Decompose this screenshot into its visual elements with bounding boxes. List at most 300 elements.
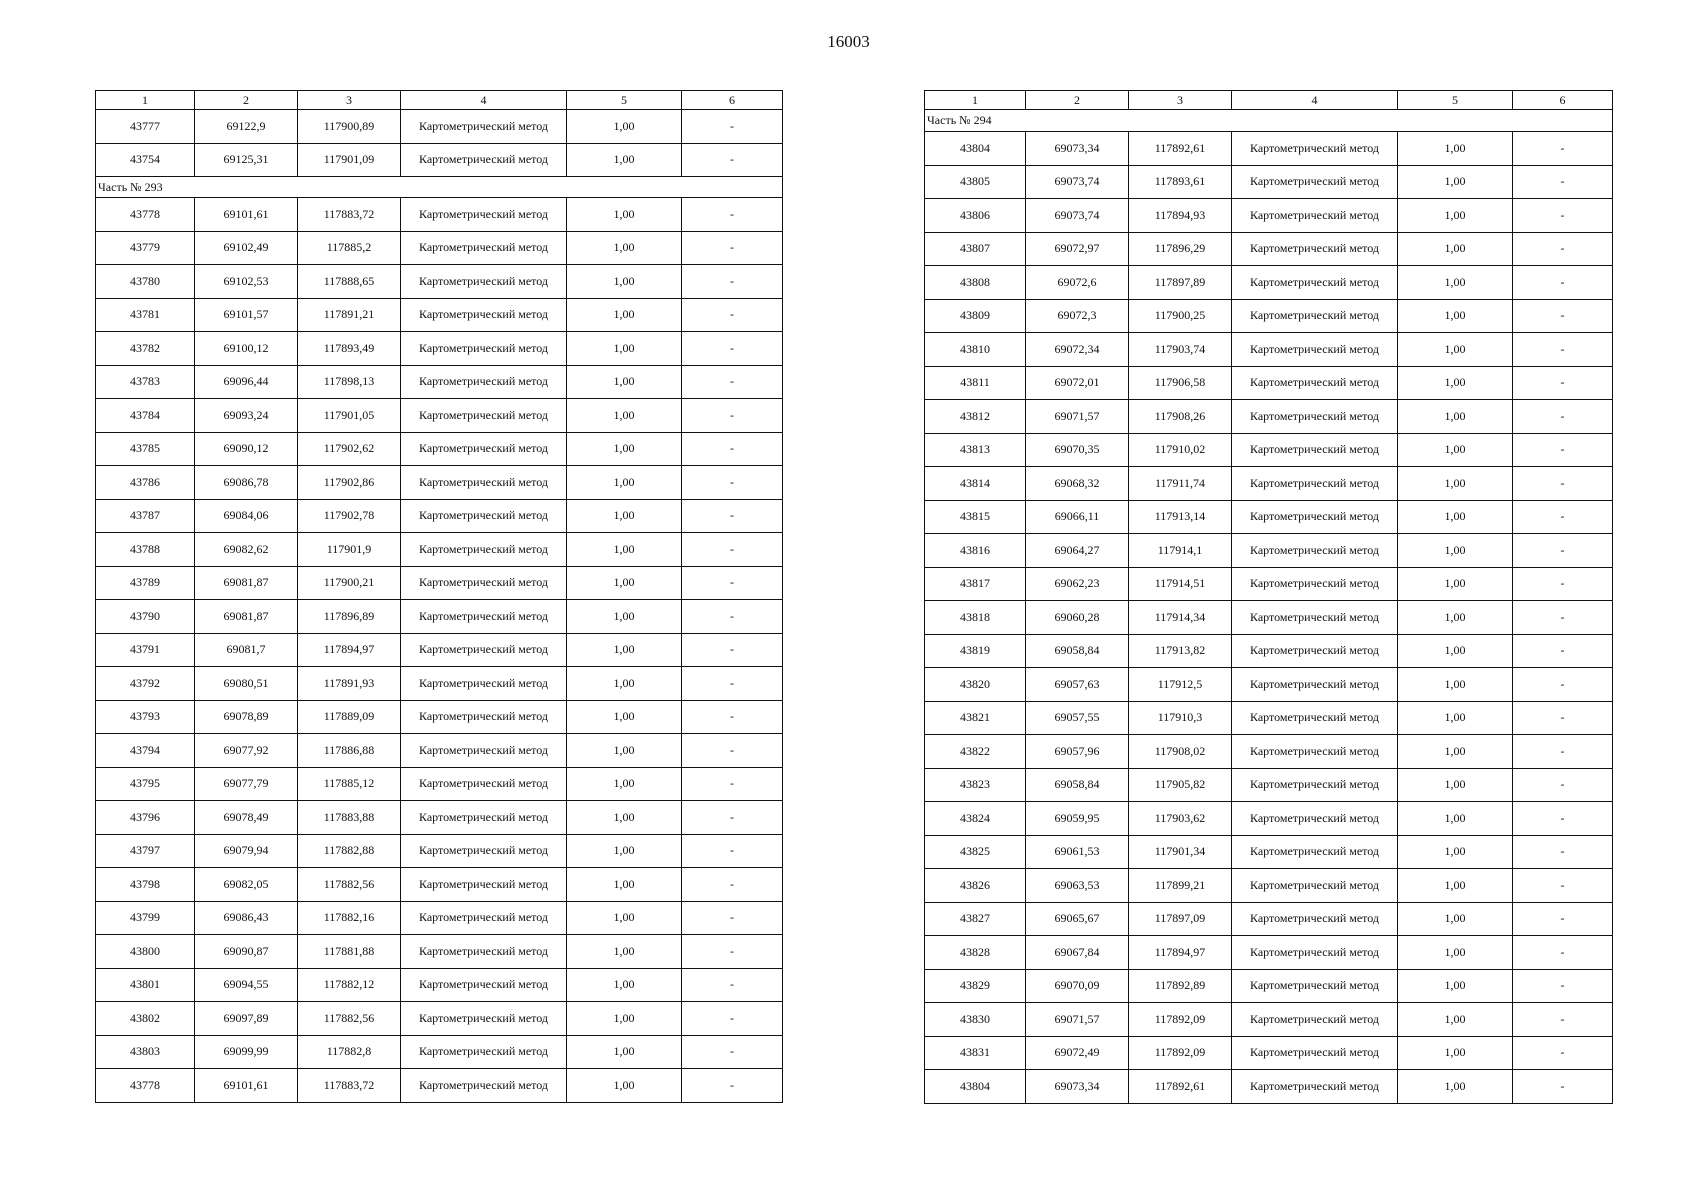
description-cell: -: [682, 365, 783, 399]
point-number-cell: 43796: [96, 801, 195, 835]
method-cell: Картометрический метод: [1232, 936, 1398, 970]
table-row: [96, 566, 783, 600]
column-header-1: 1: [925, 91, 1026, 110]
table-row: [96, 298, 783, 332]
x-coordinate-cell: 69077,92: [195, 734, 298, 768]
accuracy-cell: 1,00: [567, 734, 682, 768]
accuracy-cell: 1,00: [1398, 668, 1513, 702]
accuracy-cell: 1,00: [567, 667, 682, 701]
method-cell: Картометрический метод: [401, 633, 567, 667]
column-header-5: 5: [1398, 91, 1513, 110]
point-number-cell: 43824: [925, 802, 1026, 836]
y-coordinate-cell: 117894,97: [298, 633, 401, 667]
description-cell: -: [1513, 567, 1613, 601]
accuracy-cell: 1,00: [1398, 232, 1513, 266]
point-number-cell: 43780: [96, 265, 195, 299]
point-number-cell: 43792: [96, 667, 195, 701]
point-number-cell: 43798: [96, 868, 195, 902]
x-coordinate-cell: 69072,49: [1026, 1036, 1129, 1070]
table-row: [925, 1070, 1613, 1104]
y-coordinate-cell: 117882,12: [298, 968, 401, 1002]
description-cell: -: [1513, 132, 1613, 166]
x-coordinate-cell: 69072,97: [1026, 232, 1129, 266]
method-cell: Картометрический метод: [401, 499, 567, 533]
description-cell: -: [1513, 333, 1613, 367]
method-cell: Картометрический метод: [401, 801, 567, 835]
x-coordinate-cell: 69073,74: [1026, 165, 1129, 199]
y-coordinate-cell: 117897,89: [1129, 266, 1232, 300]
table-row: [925, 668, 1613, 702]
point-number-cell: 43822: [925, 735, 1026, 769]
x-coordinate-cell: 69082,05: [195, 868, 298, 902]
table-header-row: [925, 91, 1613, 110]
description-cell: -: [1513, 601, 1613, 635]
table-row: [96, 499, 783, 533]
accuracy-cell: 1,00: [567, 399, 682, 433]
table-row: [925, 601, 1613, 635]
accuracy-cell: 1,00: [1398, 567, 1513, 601]
x-coordinate-cell: 69072,34: [1026, 333, 1129, 367]
point-number-cell: 43804: [925, 132, 1026, 166]
table-row: [925, 333, 1613, 367]
y-coordinate-cell: 117902,86: [298, 466, 401, 500]
y-coordinate-cell: 117891,93: [298, 667, 401, 701]
y-coordinate-cell: 117894,93: [1129, 199, 1232, 233]
accuracy-cell: 1,00: [567, 600, 682, 634]
x-coordinate-cell: 69122,9: [195, 110, 298, 144]
column-header-5: 5: [567, 91, 682, 110]
y-coordinate-cell: 117900,21: [298, 566, 401, 600]
description-cell: -: [1513, 500, 1613, 534]
point-number-cell: 43785: [96, 432, 195, 466]
y-coordinate-cell: 117899,21: [1129, 869, 1232, 903]
accuracy-cell: 1,00: [567, 265, 682, 299]
table-row: [925, 835, 1613, 869]
description-cell: -: [1513, 299, 1613, 333]
y-coordinate-cell: 117882,16: [298, 901, 401, 935]
description-cell: -: [682, 143, 783, 177]
point-number-cell: 43782: [96, 332, 195, 366]
point-number-cell: 43815: [925, 500, 1026, 534]
y-coordinate-cell: 117908,26: [1129, 400, 1232, 434]
point-number-cell: 43807: [925, 232, 1026, 266]
x-coordinate-cell: 69081,87: [195, 600, 298, 634]
description-cell: -: [682, 801, 783, 835]
y-coordinate-cell: 117914,34: [1129, 601, 1232, 635]
description-cell: -: [682, 198, 783, 232]
accuracy-cell: 1,00: [1398, 869, 1513, 903]
table-row: [925, 802, 1613, 836]
y-coordinate-cell: 117910,02: [1129, 433, 1232, 467]
table-row: [925, 936, 1613, 970]
section-heading: Часть № 294: [925, 110, 1613, 132]
accuracy-cell: 1,00: [1398, 1003, 1513, 1037]
table-row: [925, 366, 1613, 400]
method-cell: Картометрический метод: [1232, 165, 1398, 199]
y-coordinate-cell: 117892,61: [1129, 132, 1232, 166]
method-cell: Картометрический метод: [1232, 802, 1398, 836]
accuracy-cell: 1,00: [567, 231, 682, 265]
description-cell: -: [682, 533, 783, 567]
method-cell: Картометрический метод: [1232, 1003, 1398, 1037]
method-cell: Картометрический метод: [401, 231, 567, 265]
point-number-cell: 43806: [925, 199, 1026, 233]
method-cell: Картометрический метод: [401, 1035, 567, 1069]
x-coordinate-cell: 69082,62: [195, 533, 298, 567]
description-cell: -: [1513, 1070, 1613, 1104]
point-number-cell: 43825: [925, 835, 1026, 869]
page-number: 16003: [827, 32, 870, 51]
x-coordinate-cell: 69101,61: [195, 198, 298, 232]
y-coordinate-cell: 117912,5: [1129, 668, 1232, 702]
accuracy-cell: 1,00: [1398, 936, 1513, 970]
method-cell: Картометрический метод: [1232, 634, 1398, 668]
x-coordinate-cell: 69079,94: [195, 834, 298, 868]
point-number-cell: 43828: [925, 936, 1026, 970]
method-cell: Картометрический метод: [1232, 433, 1398, 467]
method-cell: Картометрический метод: [401, 868, 567, 902]
x-coordinate-cell: 69062,23: [1026, 567, 1129, 601]
description-cell: -: [1513, 902, 1613, 936]
description-cell: -: [1513, 936, 1613, 970]
accuracy-cell: 1,00: [1398, 266, 1513, 300]
table-row: [925, 132, 1613, 166]
table-row: [925, 299, 1613, 333]
method-cell: Картометрический метод: [401, 432, 567, 466]
y-coordinate-cell: 117893,49: [298, 332, 401, 366]
point-number-cell: 43789: [96, 566, 195, 600]
x-coordinate-cell: 69078,89: [195, 700, 298, 734]
x-coordinate-cell: 69086,43: [195, 901, 298, 935]
point-number-cell: 43797: [96, 834, 195, 868]
table-row: [925, 634, 1613, 668]
description-cell: -: [682, 499, 783, 533]
x-coordinate-cell: 69096,44: [195, 365, 298, 399]
table-row: [925, 500, 1613, 534]
accuracy-cell: 1,00: [1398, 802, 1513, 836]
x-coordinate-cell: 69073,34: [1026, 132, 1129, 166]
x-coordinate-cell: 69063,53: [1026, 869, 1129, 903]
method-cell: Картометрический метод: [401, 399, 567, 433]
point-number-cell: 43811: [925, 366, 1026, 400]
accuracy-cell: 1,00: [1398, 299, 1513, 333]
point-number-cell: 43777: [96, 110, 195, 144]
method-cell: Картометрический метод: [401, 901, 567, 935]
accuracy-cell: 1,00: [1398, 601, 1513, 635]
point-number-cell: 43799: [96, 901, 195, 935]
accuracy-cell: 1,00: [567, 365, 682, 399]
x-coordinate-cell: 69084,06: [195, 499, 298, 533]
table-row: [96, 365, 783, 399]
accuracy-cell: 1,00: [567, 1069, 682, 1103]
point-number-cell: 43808: [925, 266, 1026, 300]
y-coordinate-cell: 117903,74: [1129, 333, 1232, 367]
table-header-row: [96, 91, 783, 110]
description-cell: -: [682, 298, 783, 332]
table-row: [96, 901, 783, 935]
x-coordinate-cell: 69073,34: [1026, 1070, 1129, 1104]
table-row: [96, 600, 783, 634]
table-row: [925, 534, 1613, 568]
x-coordinate-cell: 69071,57: [1026, 1003, 1129, 1037]
accuracy-cell: 1,00: [1398, 132, 1513, 166]
x-coordinate-cell: 69100,12: [195, 332, 298, 366]
y-coordinate-cell: 117901,34: [1129, 835, 1232, 869]
table-row: [96, 667, 783, 701]
description-cell: -: [682, 265, 783, 299]
table-row: [96, 198, 783, 232]
method-cell: Картометрический метод: [1232, 266, 1398, 300]
description-cell: -: [682, 399, 783, 433]
accuracy-cell: 1,00: [567, 499, 682, 533]
table-row: [925, 400, 1613, 434]
description-cell: -: [1513, 366, 1613, 400]
y-coordinate-cell: 117883,72: [298, 1069, 401, 1103]
accuracy-cell: 1,00: [1398, 433, 1513, 467]
point-number-cell: 43784: [96, 399, 195, 433]
x-coordinate-cell: 69094,55: [195, 968, 298, 1002]
column-header-3: 3: [298, 91, 401, 110]
description-cell: -: [682, 466, 783, 500]
table-row: [96, 466, 783, 500]
point-number-cell: 43819: [925, 634, 1026, 668]
method-cell: Картометрический метод: [1232, 668, 1398, 702]
accuracy-cell: 1,00: [567, 868, 682, 902]
column-header-4: 4: [1232, 91, 1398, 110]
y-coordinate-cell: 117914,51: [1129, 567, 1232, 601]
description-cell: -: [1513, 1003, 1613, 1037]
method-cell: Картометрический метод: [1232, 701, 1398, 735]
y-coordinate-cell: 117914,1: [1129, 534, 1232, 568]
method-cell: Картометрический метод: [401, 968, 567, 1002]
y-coordinate-cell: 117910,3: [1129, 701, 1232, 735]
table-row: [96, 633, 783, 667]
description-cell: -: [1513, 165, 1613, 199]
method-cell: Картометрический метод: [1232, 534, 1398, 568]
table-row: [96, 767, 783, 801]
point-number-cell: 43795: [96, 767, 195, 801]
description-cell: -: [682, 968, 783, 1002]
x-coordinate-cell: 69071,57: [1026, 400, 1129, 434]
x-coordinate-cell: 69067,84: [1026, 936, 1129, 970]
y-coordinate-cell: 117896,29: [1129, 232, 1232, 266]
accuracy-cell: 1,00: [567, 110, 682, 144]
table-row: [96, 432, 783, 466]
y-coordinate-cell: 117905,82: [1129, 768, 1232, 802]
accuracy-cell: 1,00: [1398, 634, 1513, 668]
point-number-cell: 43800: [96, 935, 195, 969]
column-header-3: 3: [1129, 91, 1232, 110]
y-coordinate-cell: 117882,56: [298, 1002, 401, 1036]
x-coordinate-cell: 69068,32: [1026, 467, 1129, 501]
column-header-6: 6: [1513, 91, 1613, 110]
point-number-cell: 43802: [96, 1002, 195, 1036]
method-cell: Картометрический метод: [401, 734, 567, 768]
description-cell: -: [682, 566, 783, 600]
point-number-cell: 43809: [925, 299, 1026, 333]
description-cell: -: [682, 734, 783, 768]
table-row: [925, 165, 1613, 199]
table-row: [925, 969, 1613, 1003]
y-coordinate-cell: 117888,65: [298, 265, 401, 299]
method-cell: Картометрический метод: [401, 298, 567, 332]
y-coordinate-cell: 117882,8: [298, 1035, 401, 1069]
accuracy-cell: 1,00: [567, 198, 682, 232]
point-number-cell: 43812: [925, 400, 1026, 434]
method-cell: Картометрический метод: [401, 667, 567, 701]
point-number-cell: 43779: [96, 231, 195, 265]
method-cell: Картометрический метод: [401, 110, 567, 144]
table-row: [925, 1003, 1613, 1037]
method-cell: Картометрический метод: [1232, 969, 1398, 1003]
accuracy-cell: 1,00: [1398, 768, 1513, 802]
description-cell: -: [682, 700, 783, 734]
table-row: [96, 533, 783, 567]
table-row: [96, 968, 783, 1002]
point-number-cell: 43814: [925, 467, 1026, 501]
point-number-cell: 43804: [925, 1070, 1026, 1104]
point-number-cell: 43778: [96, 1069, 195, 1103]
y-coordinate-cell: 117881,88: [298, 935, 401, 969]
method-cell: Картометрический метод: [1232, 199, 1398, 233]
point-number-cell: 43791: [96, 633, 195, 667]
description-cell: -: [1513, 400, 1613, 434]
y-coordinate-cell: 117913,82: [1129, 634, 1232, 668]
y-coordinate-cell: 117885,2: [298, 231, 401, 265]
method-cell: Картометрический метод: [1232, 132, 1398, 166]
coordinates-table-left: [95, 90, 783, 1103]
y-coordinate-cell: 117892,09: [1129, 1036, 1232, 1070]
method-cell: Картометрический метод: [1232, 299, 1398, 333]
y-coordinate-cell: 117891,21: [298, 298, 401, 332]
x-coordinate-cell: 69102,53: [195, 265, 298, 299]
method-cell: Картометрический метод: [401, 143, 567, 177]
section-heading: Часть № 293: [96, 177, 783, 198]
column-header-6: 6: [682, 91, 783, 110]
point-number-cell: 43788: [96, 533, 195, 567]
y-coordinate-cell: 117903,62: [1129, 802, 1232, 836]
method-cell: Картометрический метод: [1232, 869, 1398, 903]
y-coordinate-cell: 117886,88: [298, 734, 401, 768]
y-coordinate-cell: 117889,09: [298, 700, 401, 734]
description-cell: -: [682, 935, 783, 969]
column-header-2: 2: [195, 91, 298, 110]
x-coordinate-cell: 69070,09: [1026, 969, 1129, 1003]
method-cell: Картометрический метод: [401, 767, 567, 801]
x-coordinate-cell: 69065,67: [1026, 902, 1129, 936]
table-row: [96, 143, 783, 177]
description-cell: -: [1513, 232, 1613, 266]
table-row: [96, 265, 783, 299]
y-coordinate-cell: 117882,88: [298, 834, 401, 868]
point-number-cell: 43790: [96, 600, 195, 634]
accuracy-cell: 1,00: [567, 432, 682, 466]
accuracy-cell: 1,00: [1398, 701, 1513, 735]
method-cell: Картометрический метод: [1232, 1036, 1398, 1070]
x-coordinate-cell: 69081,7: [195, 633, 298, 667]
column-header-4: 4: [401, 91, 567, 110]
description-cell: -: [682, 834, 783, 868]
description-cell: -: [682, 110, 783, 144]
method-cell: Картометрический метод: [1232, 366, 1398, 400]
table-row: [96, 700, 783, 734]
method-cell: Картометрический метод: [401, 265, 567, 299]
method-cell: Картометрический метод: [401, 834, 567, 868]
description-cell: -: [682, 901, 783, 935]
table-row: [96, 935, 783, 969]
accuracy-cell: 1,00: [1398, 199, 1513, 233]
method-cell: Картометрический метод: [401, 1002, 567, 1036]
y-coordinate-cell: 117913,14: [1129, 500, 1232, 534]
section-heading-row: [925, 110, 1613, 132]
y-coordinate-cell: 117900,25: [1129, 299, 1232, 333]
table-row: [96, 110, 783, 144]
table-row: [925, 266, 1613, 300]
description-cell: -: [1513, 634, 1613, 668]
accuracy-cell: 1,00: [567, 968, 682, 1002]
method-cell: Картометрический метод: [401, 198, 567, 232]
description-cell: -: [1513, 534, 1613, 568]
point-number-cell: 43818: [925, 601, 1026, 635]
y-coordinate-cell: 117893,61: [1129, 165, 1232, 199]
x-coordinate-cell: 69070,35: [1026, 433, 1129, 467]
accuracy-cell: 1,00: [1398, 333, 1513, 367]
description-cell: -: [1513, 735, 1613, 769]
accuracy-cell: 1,00: [567, 1002, 682, 1036]
accuracy-cell: 1,00: [1398, 735, 1513, 769]
accuracy-cell: 1,00: [567, 801, 682, 835]
method-cell: Картометрический метод: [1232, 567, 1398, 601]
point-number-cell: 43778: [96, 198, 195, 232]
accuracy-cell: 1,00: [1398, 1036, 1513, 1070]
point-number-cell: 43823: [925, 768, 1026, 802]
accuracy-cell: 1,00: [567, 700, 682, 734]
column-header-1: 1: [96, 91, 195, 110]
table-row: [925, 232, 1613, 266]
y-coordinate-cell: 117882,56: [298, 868, 401, 902]
y-coordinate-cell: 117906,58: [1129, 366, 1232, 400]
point-number-cell: 43805: [925, 165, 1026, 199]
point-number-cell: 43830: [925, 1003, 1026, 1037]
x-coordinate-cell: 69057,63: [1026, 668, 1129, 702]
method-cell: Картометрический метод: [401, 1069, 567, 1103]
table-row: [925, 1036, 1613, 1070]
description-cell: -: [682, 1035, 783, 1069]
y-coordinate-cell: 117897,09: [1129, 902, 1232, 936]
x-coordinate-cell: 69090,87: [195, 935, 298, 969]
table-row: [96, 1002, 783, 1036]
x-coordinate-cell: 69078,49: [195, 801, 298, 835]
description-cell: -: [1513, 467, 1613, 501]
accuracy-cell: 1,00: [1398, 969, 1513, 1003]
description-cell: -: [1513, 768, 1613, 802]
coordinates-table-right: [924, 90, 1613, 1104]
point-number-cell: 43801: [96, 968, 195, 1002]
method-cell: Картометрический метод: [1232, 232, 1398, 266]
table-row: [925, 902, 1613, 936]
x-coordinate-cell: 69125,31: [195, 143, 298, 177]
y-coordinate-cell: 117883,72: [298, 198, 401, 232]
method-cell: Картометрический метод: [401, 600, 567, 634]
method-cell: Картометрический метод: [401, 332, 567, 366]
accuracy-cell: 1,00: [1398, 467, 1513, 501]
method-cell: Картометрический метод: [401, 466, 567, 500]
x-coordinate-cell: 69066,11: [1026, 500, 1129, 534]
method-cell: Картометрический метод: [401, 935, 567, 969]
method-cell: Картометрический метод: [1232, 467, 1398, 501]
x-coordinate-cell: 69102,49: [195, 231, 298, 265]
x-coordinate-cell: 69101,61: [195, 1069, 298, 1103]
